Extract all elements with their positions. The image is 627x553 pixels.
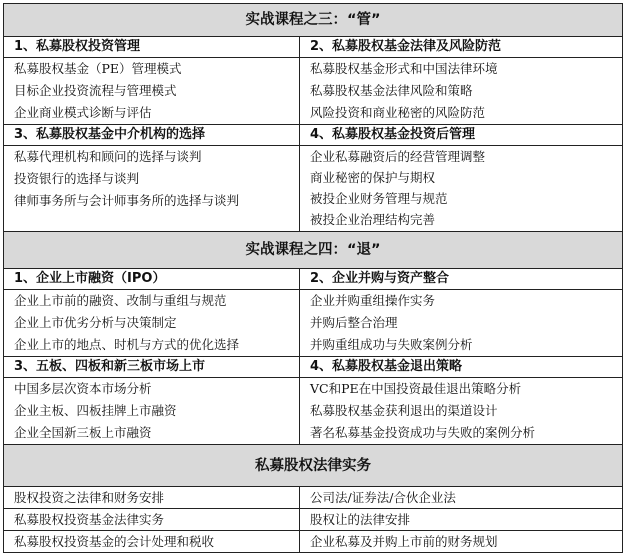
- law-topic: 股权投资之法律和财务安排: [4, 487, 300, 509]
- law-topic: 企业私募及并购上市前的财务规划: [300, 531, 623, 553]
- law-topic: 股权让的法律安排: [300, 509, 623, 531]
- module-items: [300, 378, 623, 445]
- course-table: [3, 3, 623, 553]
- law-topic: 公司法/证券法/合伙企业法: [300, 487, 623, 509]
- module-items: [300, 146, 623, 232]
- list-item: 企业并购重组操作实务: [310, 293, 436, 308]
- list-item: 企业主板、四板挂牌上市融资: [14, 403, 177, 418]
- section-law-title: 私募股权法律实务: [4, 445, 623, 487]
- list-item: VC和PE在中国投资最佳退出策略分析: [310, 381, 522, 396]
- list-item: 并购重组成功与失败案例分析: [310, 337, 473, 352]
- list-item: 私募股权基金（PE）管理模式: [14, 61, 182, 76]
- list-item: 私募代理机构和顾问的选择与谈判: [14, 149, 202, 164]
- module-heading: 1、私募股权投资管理: [4, 37, 300, 58]
- section-3-title: 实战课程之三：“管”: [4, 4, 623, 37]
- list-item: 企业全国新三板上市融资: [14, 425, 152, 440]
- list-item: 企业商业模式诊断与评估: [14, 105, 152, 120]
- module-heading: 4、私募股权基金投资后管理: [300, 125, 623, 146]
- list-item: 企业私募融资后的经营管理调整: [310, 149, 486, 164]
- list-item: 私募股权基金法律风险和策略: [310, 83, 473, 98]
- section-4-title: 实战课程之四：“退”: [4, 232, 623, 269]
- list-item: 私募股权基金获利退出的渠道设计: [310, 403, 498, 418]
- list-item: 律师事务所与会计师事务所的选择与谈判: [14, 193, 240, 208]
- list-item: 被投企业财务管理与规范: [310, 191, 448, 206]
- list-item: 并购后整合治理: [310, 315, 398, 330]
- module-heading: 2、私募股权基金法律及风险防范: [300, 37, 623, 58]
- list-item: 风险投资和商业秘密的风险防范: [310, 105, 486, 120]
- module-heading: 1、企业上市融资（IPO）: [4, 269, 300, 290]
- law-topic: 私募股权投资基金法律实务: [4, 509, 300, 531]
- module-items: [4, 58, 300, 125]
- list-item: 著名私募基金投资成功与失败的案例分析: [310, 425, 536, 440]
- module-heading: 3、五板、四板和新三板市场上市: [4, 357, 300, 378]
- module-items: [4, 146, 300, 232]
- module-items: [300, 58, 623, 125]
- list-item: 企业上市优劣分析与决策制定: [14, 315, 177, 330]
- list-item: 投资银行的选择与谈判: [14, 171, 140, 186]
- module-heading: 2、企业并购与资产整合: [300, 269, 623, 290]
- list-item: 企业上市前的融资、改制与重组与规范: [14, 293, 227, 308]
- module-items: [300, 290, 623, 357]
- list-item: 商业秘密的保护与期权: [310, 170, 436, 185]
- list-item: 私募股权基金形式和中国法律环境: [310, 61, 498, 76]
- module-items: [4, 378, 300, 445]
- list-item: 被投企业治理结构完善: [310, 212, 436, 227]
- module-heading: 4、私募股权基金退出策略: [300, 357, 623, 378]
- module-items: [4, 290, 300, 357]
- list-item: 企业上市的地点、时机与方式的优化选择: [14, 337, 240, 352]
- module-heading: 3、私募股权基金中介机构的选择: [4, 125, 300, 146]
- list-item: 中国多层次资本市场分析: [14, 381, 152, 396]
- list-item: 目标企业投资流程与管理模式: [14, 83, 177, 98]
- law-topic: 私募股权投资基金的会计处理和税收: [4, 531, 300, 553]
